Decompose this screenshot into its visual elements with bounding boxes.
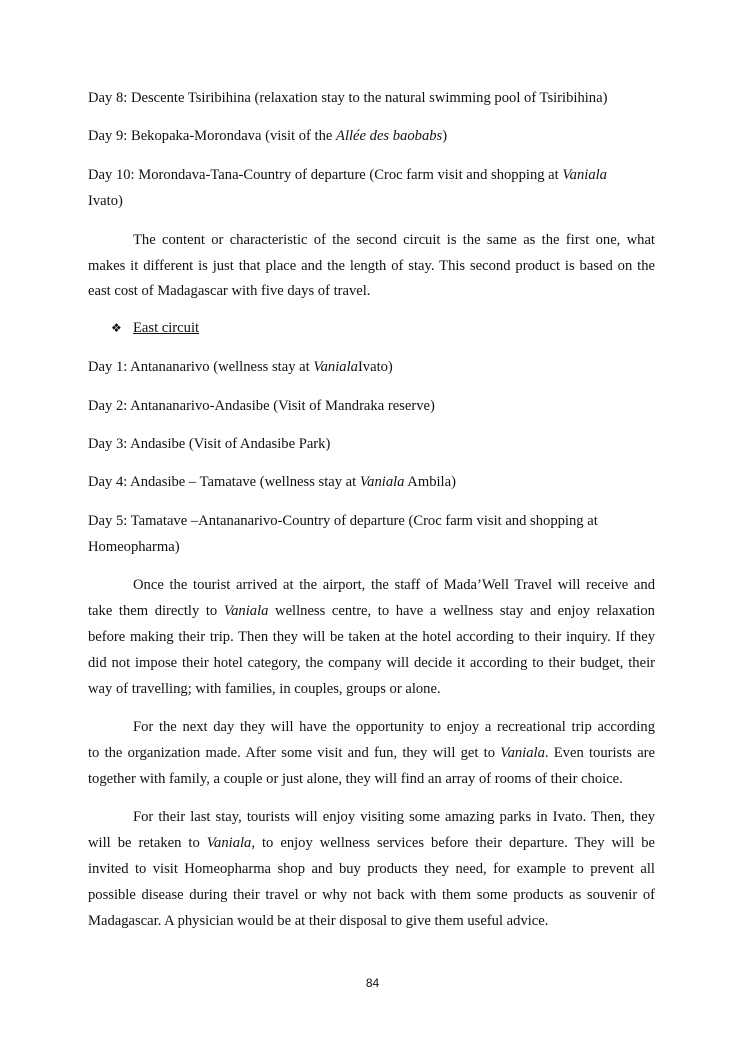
day-8-text: Day 8: Descente Tsiribihina (relaxation stay to the natural swimming pool of Tsiribihina) [88, 90, 608, 106]
east-day-1-text: Day 1: Antananarivo (wellness stay at [88, 359, 314, 375]
intro-paragraph-line-3 [88, 282, 370, 300]
day-10-text-cont: Ivato) [88, 193, 123, 209]
east-day-4-text: Day 4: Andasibe – Tamatave (wellness stay at [88, 474, 360, 490]
vaniala-italic: Vaniala [313, 359, 358, 375]
diamond-bullet-icon: ❖ [111, 321, 122, 335]
last-stay-text-4: possible disease during their travel or why not back with them some products as souvenir of [88, 887, 655, 903]
east-day-5-text: Day 5: Tamatave –Antananarivo-Country of departure (Croc farm visit and shopping at [88, 513, 598, 529]
last-stay-paragraph-line-1 [133, 808, 655, 826]
day-10-line [88, 166, 607, 184]
intro-text-2: makes it different is just that place and the length of stay. This second product is based on the [88, 258, 655, 274]
day-9-text-end: ) [442, 128, 448, 144]
arrival-paragraph-line-2 [88, 602, 655, 620]
east-circuit-heading-row [111, 319, 199, 337]
last-stay-text-2a: will be retaken to [88, 835, 207, 851]
arrival-text-2a: take them directly to [88, 603, 224, 619]
east-day-2-text: Day 2: Antananarivo-Andasibe (Visit of Mandraka reserve) [88, 398, 435, 414]
vaniala-italic: Vaniala [206, 835, 252, 851]
last-stay-paragraph-line-4 [88, 886, 655, 904]
east-circuit-heading: East circuit [133, 320, 200, 336]
next-day-paragraph-line-2 [88, 744, 655, 762]
arrival-text-5: way of travelling; with families, in couples, groups or alone. [88, 681, 441, 697]
intro-text-1: The content or characteristic of the second circuit is the same as the first one, what [133, 232, 655, 248]
last-stay-text-5: Madagascar. A physician would be at their disposal to give them useful advice. [88, 913, 549, 929]
east-day-5-line [88, 512, 598, 530]
arrival-paragraph-line-5 [88, 680, 441, 698]
last-stay-text-1: For their last stay, tourists will enjoy visiting some amazing parks in Ivato. Then, they [133, 809, 655, 825]
last-stay-paragraph-line-3 [88, 860, 655, 878]
east-day-5-line-cont [88, 538, 180, 556]
east-day-3-text: Day 3: Andasibe (Visit of Andasibe Park) [88, 436, 331, 452]
east-day-1-line [88, 358, 393, 376]
east-day-4-line [88, 473, 456, 491]
arrival-text-4: did not impose their hotel category, the company will decide it according to their budget, their [88, 655, 655, 671]
intro-paragraph-line-2 [88, 257, 655, 275]
day-8-line [88, 89, 607, 107]
next-day-paragraph-line-1 [133, 718, 655, 736]
arrival-text-2b: wellness centre, to have a wellness stay and enjoy relaxation [268, 603, 655, 619]
arrival-paragraph-line-1 [133, 576, 655, 594]
vaniala-italic: Vaniala [500, 745, 545, 761]
last-stay-paragraph-line-5 [88, 912, 548, 930]
arrival-text-1: Once the tourist arrived at the airport, the staff of Mada’Well Travel will receive and [133, 577, 655, 593]
allee-des-baobabs-italic: Allée des baobabs [336, 128, 443, 144]
page-number: 84 [365, 976, 380, 990]
day-9-line [88, 127, 447, 145]
east-day-4-text-end: Ambila) [404, 474, 456, 490]
intro-paragraph-line-1 [133, 231, 655, 249]
last-stay-paragraph-line-2 [88, 834, 655, 852]
day-10-line-cont [88, 192, 123, 210]
next-day-text-2b: . Even tourists are [544, 745, 656, 761]
vaniala-italic: Vaniala [223, 603, 269, 619]
day-10-text: Day 10: Morondava-Tana-Country of departure (Croc farm visit and shopping at [88, 167, 563, 183]
arrival-text-3: before making their trip. Then they will be taken at the hotel according to their inquiry. If they [88, 629, 655, 645]
intro-text-3: east cost of Madagascar with five days of travel. [88, 283, 371, 299]
next-day-text-3: together with family, a couple or just alone, they will find an array of rooms of their choice. [88, 771, 623, 787]
next-day-paragraph-line-3 [88, 770, 623, 788]
day-9-text: Day 9: Bekopaka-Morondava (visit of the [88, 128, 337, 144]
arrival-paragraph-line-4 [88, 654, 655, 672]
east-day-3-line [88, 435, 330, 453]
east-day-1-text-end: Ivato) [357, 359, 393, 375]
last-stay-text-3: invited to visit Homeopharma shop and buy products they need, for example to prevent all [88, 861, 655, 877]
next-day-text-1: For the next day they will have the opportunity to enjoy a recreational trip according [133, 719, 655, 735]
vaniala-italic: Vaniala [562, 167, 607, 183]
east-day-5-text-cont: Homeopharma) [88, 539, 180, 555]
next-day-text-2a: to the organization made. After some visit and fun, they will get to [88, 745, 501, 761]
vaniala-italic: Vaniala [359, 474, 405, 490]
arrival-paragraph-line-3 [88, 628, 655, 646]
last-stay-text-2b: , to enjoy wellness services before their departure. They will be [251, 835, 655, 851]
east-day-2-line [88, 397, 435, 415]
